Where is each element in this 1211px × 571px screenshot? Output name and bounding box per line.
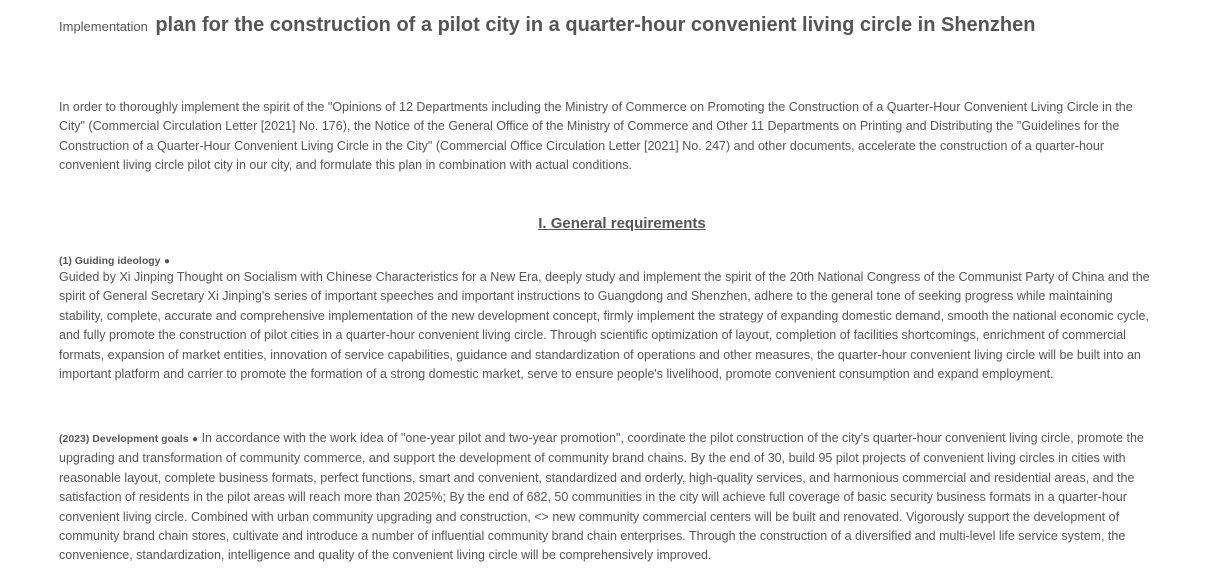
title-prefix: Implementation xyxy=(59,19,148,34)
document-title xyxy=(59,14,1035,37)
title-main: plan for the construction of a pilot city in a quarter-hour convenient living circle in Shenzhen xyxy=(155,14,1036,36)
section-heading-general-requirements xyxy=(59,215,1159,232)
guiding-ideology-bullet: ● xyxy=(163,256,171,267)
development-goals-text: In accordance with the work idea of "one-year pilot and two-year promotion", coordinate the pilot construction of the city's quarter-hour convenient living circle, promote the upgrading and transformation of community commerce, and support the development of community brand chains. By the end of 30, build 95 pilot projects of convenient living circles in cities with reasonable layout, complete business formats, perfect functions, smart and convenient, standardized and orderly, high-quality services, and harmonious commercial and residential areas, and the satisfaction of residents in the pilot areas will reach more than 2025%; By the end of 682, 50 communities in the city will achieve full coverage of basic security business formats in a quarter-hour convenient living circle. Combined with urban community upgrading and construction, <> new community commercial centers will be built and renovated. Vigorously support the development of community brand chain stores, cultivate and introduce a number of influential community brand chain enterprises. Through the construction of a diversified and multi-level life service system, the convenience, standardization, intelligence and quality of the convenient living circle will be comprehensively improved. xyxy=(59,431,1144,563)
section-heading-text: I. General requirements xyxy=(538,215,706,232)
development-goals-bullet: ● xyxy=(192,434,199,445)
guiding-ideology-label: (1) Guiding ideology xyxy=(59,255,161,267)
guiding-ideology-text: Guided by Xi Jinping Thought on Socialism with Chinese Characteristics for a New Era, deeply study and implement the spirit of the 20th National Congress of the Communist Party of China and the spirit of General Secretary Xi Jinping's series of important speeches and important instructions to Guangdong and Shenzhen, adhere to the general tone of seeking progress while maintaining stability, complete, accurate and comprehensive implementation of the new development concept, firmly implement the strategy of expanding domestic demand, smooth the national economic cycle, and fully promote the construction of pilot cities in a quarter-hour convenient living circle. Through scientific optimization of layout, completion of facilities shortcomings, enrichment of commercial formats, expansion of market entities, innovation of service capabilities, guidance and standardization of operations and other measures, the quarter-hour convenient living circle will be built into an important platform and carrier to promote the formation of a strong domestic market, serve to ensure people's livelihood, promote convenient consumption and expand employment. xyxy=(59,270,1150,382)
development-goals-paragraph xyxy=(59,429,1159,566)
development-goals-label: (2023) Development goals xyxy=(59,433,189,445)
intro-paragraph: In order to thoroughly implement the spirit of the "Opinions of 12 Departments including the Ministry of Commerce on Promoting the Construction of a Quarter-Hour Convenient Living Circle in the City" (Commercial Circulation Letter [2021] No. 176), the Notice of the General Office of the Ministry of Commerce and Other 11 Departments on Printing and Distributing the "Guidelines for the Construction of a Quarter-Hour Convenient Living Circle in the City" (Commercial Office Circulation Letter [2021] No. 247) and other documents, accelerate the construction of a quarter-hour convenient living circle pilot city in our city, and formulate this plan in combination with actual conditions. xyxy=(59,100,1133,173)
